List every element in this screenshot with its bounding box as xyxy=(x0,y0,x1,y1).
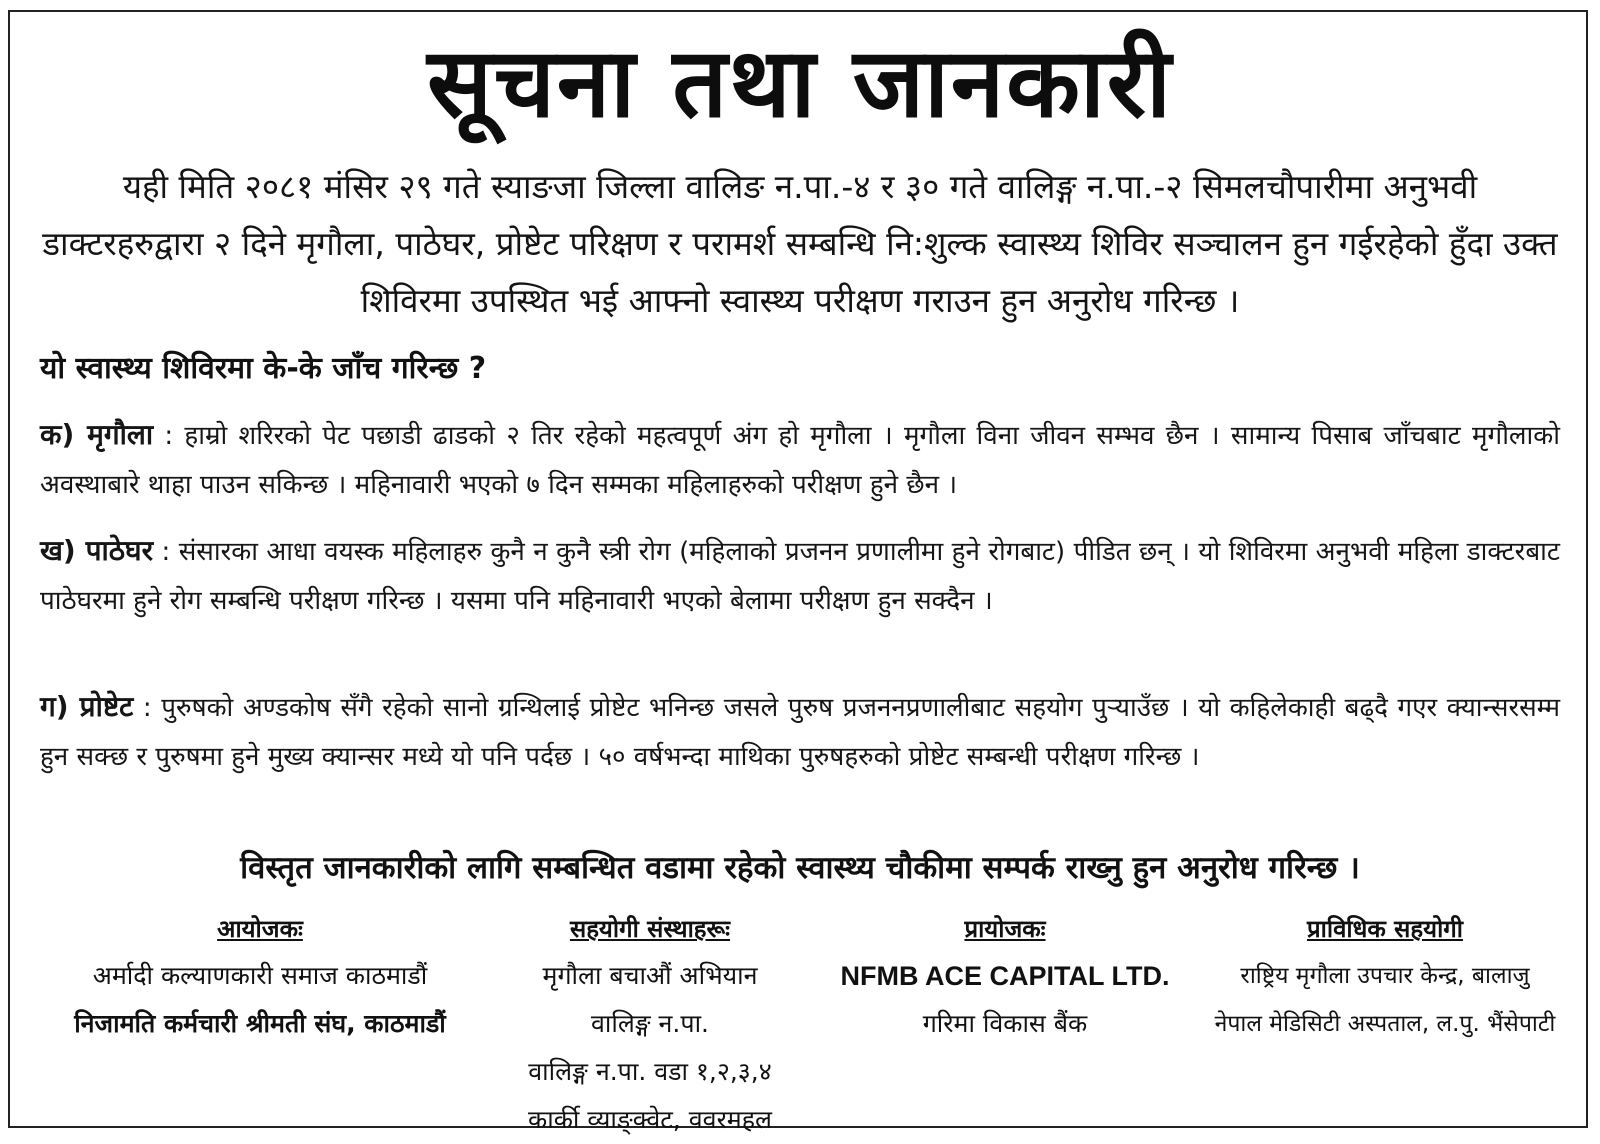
section-uterus-text: : संसारका आधा वयस्क महिलाहरु कुनै न कुनै स्त्री रोग (महिलाको प्रजनन प्रणालीमा हुने रोगबाट) पीडित छन् । यो शिविरमा अनुभवी महिला डाक्टरबाट पाठेघरमा हुने रोग सम्बन्धि परीक्षण गरिन्छ । यसमा पनि महिनावारी भएको बेलामा परीक्षण हुन सक्दैन । xyxy=(40,537,1560,616)
section-uterus-label: ख) पाठेघर xyxy=(40,534,154,567)
partner-line: मृगौला बचाऔं अभियान xyxy=(542,961,758,990)
organizer-heading: आयोजकः xyxy=(217,915,303,943)
partner-line: कार्की व्याङ्क्वेट, ववरमहल xyxy=(528,1105,772,1134)
technical-line: राष्ट्रिय मृगौला उपचार केन्द्र, बालाजु xyxy=(1240,963,1530,989)
sponsor-line: NFMB ACE CAPITAL LTD. xyxy=(840,961,1170,991)
contact-note: विस्तृत जानकारीको लागि सम्बन्धित वडामा रहेको स्वास्थ्य चौकीमा सम्पर्क राख्नु हुन अनुरोध गरिन्छ । xyxy=(240,850,1360,886)
section-kidney xyxy=(40,410,1560,510)
checkup-question-heading: यो स्वास्थ्य शिविरमा के-के जाँच गरिन्छ ? xyxy=(40,351,487,386)
section-prostate-text: : पुरुषको अण्डकोष सँगै रहेको सानो ग्रन्थिलाई प्रोष्टेट भनिन्छ जसले पुरुष प्रजननप्रणालीबाट सहयोग पुर्‍याउँछ । यो कहिलेकाही बढ्दै गएर क्यान्सरसम्म हुन सक्छ र पुरुषमा हुने मुख्य क्यान्सर मध्ये यो पनि पर्दछ । ५० वर्षभन्दा माथिका पुरुषहरुको प्रोष्टेट सम्बन्धी परीक्षण गरिन्छ । xyxy=(40,693,1560,772)
partner-line: वालिङ्ग न.पा. xyxy=(590,1009,710,1038)
technical-heading: प्राविधिक सहयोगी xyxy=(1306,915,1464,943)
partner-line: वालिङ्ग न.पा. वडा १,२,३,४ xyxy=(528,1057,772,1086)
notice-title: सूचना तथा जानकारी xyxy=(427,27,1173,139)
organizer-line: निजामति कर्मचारी श्रीमती संघ, काठमाडौं xyxy=(74,1009,446,1038)
section-prostate-label: ग) प्रोष्टेट xyxy=(40,690,134,723)
sponsor-heading: प्रायोजकः xyxy=(964,915,1046,943)
partners-heading: सहयोगी संस्थाहरूः xyxy=(569,915,731,943)
partners-column xyxy=(480,912,820,1144)
technical-column xyxy=(1190,912,1580,1048)
organizer-line: अर्मादी कल्याणकारी समाज काठमाडौं xyxy=(92,961,428,990)
technical-line: नेपाल मेडिसिटी अस्पताल, ल.पु. भैंसेपाटी xyxy=(1214,1011,1556,1037)
section-uterus xyxy=(40,526,1560,626)
section-kidney-text: : हाम्रो शरिरको पेट पछाडी ढाडको २ तिर रहेको महत्वपूर्ण अंग हो मृगौला । मृगौला विना जीवन सम्भव छैन । सामान्य पिसाब जाँचबाट मृगौलाको अवस्थाबारे थाहा पाउन सकिन्छ । महिनावारी भएको ७ दिन सम्मका महिलाहरुको परीक्षण हुने छैन । xyxy=(40,421,1560,500)
section-kidney-label: क) मृगौला xyxy=(40,418,154,451)
sponsor-line: गरिमा विकास बैंक xyxy=(922,1009,1088,1038)
organizer-column xyxy=(40,912,480,1048)
intro-paragraph: यही मिति २०८१ मंसिर २९ गते स्याङजा जिल्ला वालिङ न.पा.-४ र ३० गते वालिङ्ग न.पा.-२ सिमलचौपारीमा अनुभवी डाक्टरहरुद्वारा २ दिने मृगौला, पाठेघर, प्रोष्टेट परिक्षण र परामर्श सम्बन्धि नि:शुल्क स्वास्थ्य शिविर सञ्चालन हुन गईरहेको हुँदा उक्त शिविरमा उपस्थित भई आफ्नो स्वास्थ्य परीक्षण गराउन हुन अनुरोध गरिन्छ । xyxy=(42,167,1558,320)
section-prostate xyxy=(40,682,1560,782)
sponsor-column xyxy=(830,912,1180,1048)
